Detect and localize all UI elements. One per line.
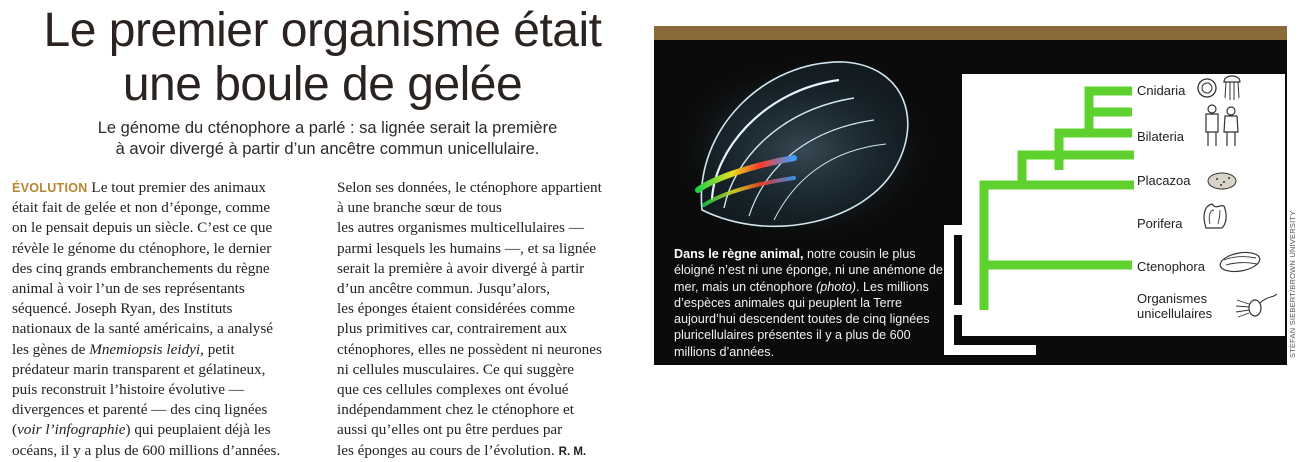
taxon-label-cnidaria: Cnidaria [1137,83,1186,98]
body-line: océans, il y a plus de 600 millions d’années. [12,441,281,459]
branch-unicellular [949,230,1036,350]
body-line: ÉVOLUTION Le tout premier des animaux [12,179,267,196]
body-line: indépendamment chez le cténophore et [337,401,574,419]
infographic [654,40,1287,365]
body-line: cténophores, elles ne possèdent ni neurones [337,340,602,358]
infographic-caption: Dans le règne animal, notre cousin le plus éloigné n’est ni une éponge, ni une anémone de mer, mais un cténophore (photo). Les millions d’espèces animales qui peuplent la Terre aujourd’hui descendent toutes de cinq lignées pluricellulaires présentes il y a plus de 600 millions d’années. [674,247,943,359]
body-line: des cinq grands embranchements du règne [12,259,270,277]
photo-credit: STEFAN SIEBERT/BROWN UNIVERSITY [1288,210,1297,358]
taxon-label-placazoa: Placazoa [1137,173,1191,188]
body-line: les éponges étaient considérées comme [337,300,575,318]
caption-photo-note: (photo) [816,279,857,294]
body-line: à une branche sœur de tous [337,199,502,217]
article-column-2 [337,178,637,462]
placozoa-icon [1208,173,1236,189]
branch-animalia [984,185,1134,310]
body-line: les gènes de Mnemiopsis leidyi, petit [12,340,235,358]
body-line: les autres organismes multicellulaires — [337,219,584,237]
unicellular-icon [1236,294,1277,317]
headline-line-1: Le premier organisme était [43,4,602,57]
body-line: aussi qu’elles ont pu être perdues par [337,421,563,439]
infographic-reference: voir l’infographie [17,421,126,439]
sponge-icon [1204,204,1226,228]
subtitle [0,118,655,160]
headline [0,4,645,112]
author-signature: R. M. [558,445,587,458]
caption-lead: Dans le règne animal, [674,247,804,261]
ctenophore-photo [669,55,939,245]
taxon-label-unicellular: Organismes unicellulaires [1137,291,1213,321]
body-line: les éponges au cours de l’évolution. R. M. [337,441,587,459]
body-line: plus primitives car, contrairement aux [337,320,568,338]
body-line: prédateur marin transparent et gélatineux, [12,360,266,378]
body-line: d’un ancêtre commun. Jusqu’alors, [337,280,550,298]
body-line: était fait de gelée et non d’éponge, comme [12,199,271,217]
taxon-label-ctenophora: Ctenophora [1137,259,1205,274]
jellyfish-icon [1198,76,1240,100]
phylogenetic-tree [949,91,1134,350]
humans-icon [1206,105,1238,146]
ctenophore-icon [1219,250,1262,275]
article-column-1 [12,178,312,461]
body-line: parmi lesquels les humains —, et sa lignée [337,239,596,257]
body-line: (voir l’infographie) qui peuplaient déjà les [12,421,271,439]
body-line: Selon ses données, le cténophore appartient [337,179,602,196]
body-line: séquencé. Joseph Ryan, des Instituts [12,300,233,318]
infographic-top-bar [654,26,1287,40]
body-line: divergences et parenté — des cinq lignées [12,401,268,419]
subtitle-line-2: à avoir divergé à partir d’un ancêtre commun unicellulaire. [115,140,540,158]
body-line: serait la première à avoir divergé à partir [337,259,585,277]
headline-line-2: une boule de gelée [122,58,523,111]
body-line: nationaux de la santé américains, a analysé [12,320,274,338]
taxon-label-bilateria: Bilateria [1137,129,1184,144]
body-line: ni cellules musculaires. Ce qui suggère [337,360,575,378]
body-line: puis reconstruit l’histoire évolutive — [12,381,244,399]
section-kicker: ÉVOLUTION [12,181,88,195]
body-line: révèle le génome du cténophore, le dernier [12,239,272,257]
body-line: que ces cellules complexes ont évolué [337,381,569,399]
subtitle-line-1: Le génome du cténophore a parlé : sa lignée serait la première [97,119,558,137]
taxon-label-porifera: Porifera [1137,216,1183,231]
body-line: on le pensait depuis un siècle. C’est ce que [12,219,273,237]
species-name: Mnemiopsis leidyi [89,340,201,358]
body-line: animal à voir l’un de ses représentants [12,280,245,298]
